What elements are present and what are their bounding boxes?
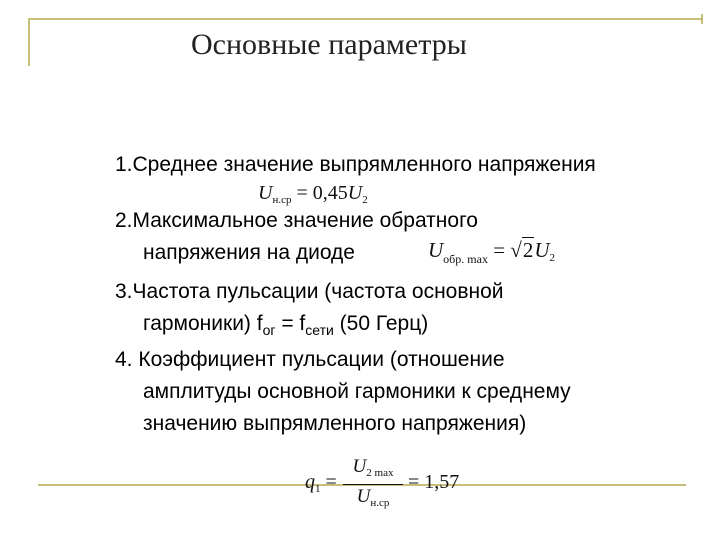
formula2-lhs-sub: обр. max xyxy=(443,252,488,266)
item-3-line-2 xyxy=(143,312,428,338)
formula3-den: U xyxy=(356,486,371,507)
formula3-eq1: = xyxy=(320,471,337,493)
formula3-num: U xyxy=(352,456,367,477)
slide-title: Основные параметры xyxy=(191,28,467,61)
formula-reverse-voltage xyxy=(428,238,555,267)
formula3-numerator xyxy=(341,456,405,479)
formula1-rhs: U xyxy=(347,182,363,204)
item-4-line-2: амплитуды основной гармоники к среднему xyxy=(143,380,571,403)
item-4-line-3: значению выпрямленного напряжения) xyxy=(143,412,527,435)
formula2-rhs-sub: 2 xyxy=(549,252,555,264)
frame-top-rule xyxy=(28,18,703,20)
formula3-denominator xyxy=(341,486,405,509)
formula2-rhs: U xyxy=(534,238,550,262)
formula1-lhs: U xyxy=(258,182,273,204)
item-3-sub-og: ог xyxy=(262,322,276,339)
formula3-num-sub: 2 max xyxy=(366,467,394,479)
item-2-line-2: напряжения на диоде xyxy=(143,241,355,264)
formula1-eq: = 0,45 xyxy=(291,182,348,204)
item-3-suffix: (50 Герц) xyxy=(333,312,429,335)
sqrt-sign: √ xyxy=(510,238,522,262)
item-3-prefix: гармоники) f xyxy=(143,312,263,335)
item-2-line-1: 2.Максимальное значение обратного xyxy=(115,209,478,232)
frame-left-rule xyxy=(28,18,30,66)
formula-average-voltage xyxy=(258,182,368,206)
formula1-rhs-sub: 2 xyxy=(362,194,368,206)
item-4-line-1: 4. Коэффициент пульсации (отношение xyxy=(115,348,505,371)
item-3-line-1: 3.Частота пульсации (частота основной xyxy=(115,280,504,303)
formula2-eq: = xyxy=(487,238,511,262)
formula3-lhs-sub: 1 xyxy=(315,483,321,495)
item-3-sub-seti: сети xyxy=(305,322,334,339)
formula2-lhs: U xyxy=(428,238,444,262)
formula3-den-sub: н.ср xyxy=(370,497,390,509)
formula3-lhs: q xyxy=(305,471,315,493)
formula3-result: = 1,57 xyxy=(408,471,460,493)
item-1-text: 1.Среднее значение выпрямленного напряжения xyxy=(115,153,596,176)
formula3-lhs-wrap xyxy=(305,471,337,495)
fraction-bar xyxy=(343,484,403,485)
frame-right-tick xyxy=(701,14,703,24)
formula2-radicand: 2 xyxy=(522,238,534,262)
item-3-mid: = f xyxy=(275,312,306,335)
formula1-lhs-sub: н.ср xyxy=(272,194,292,206)
